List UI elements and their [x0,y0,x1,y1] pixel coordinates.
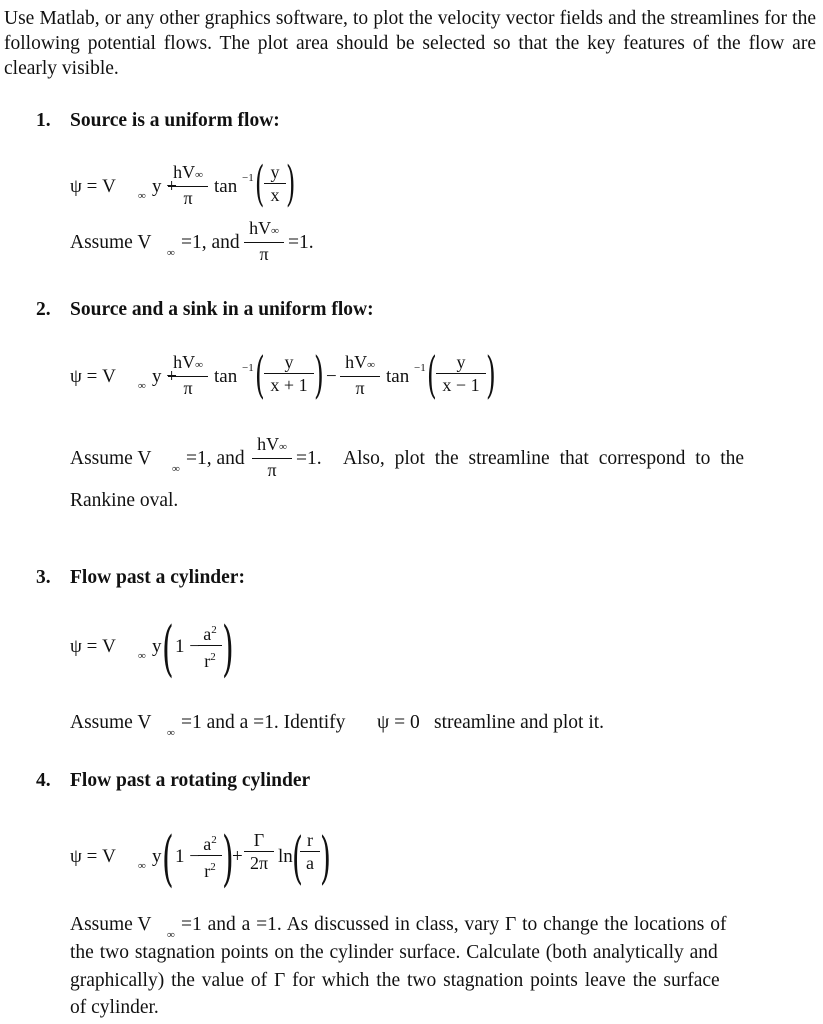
s4-line4: of cylinder. [70,997,159,1018]
eq3-frac-a2-r2 [198,620,222,671]
s3-assume-v: Assume V [70,712,152,733]
eq1-inf: ∞ [138,190,146,202]
eq2-minus1-b: −1 [414,362,426,374]
section-4-heading: Flow past a rotating cylinder [70,770,311,791]
s4-assume-inf: ∞ [167,929,175,941]
eq2-hv2: hV [345,352,368,372]
s1-frac-hv-pi [244,218,284,264]
s1-hv: hV [249,218,272,238]
s3-assume-tail: =1 and a =1. Identify [181,712,346,733]
eq3-a: a [203,624,212,644]
eq4-r-num: r [307,830,313,850]
intro-paragraph: Use Matlab, or any other graphics software, to plot the velocity vector fields and the streamlines for the following potential flows. The plot area should be selected so that the key features of the flow are clearly visible. [4,8,816,79]
eq2-minus1-a: −1 [242,362,254,374]
eq2-tan2: tan [386,366,410,387]
eq2-frac1 [168,352,208,398]
eq1-lparen: ( [255,156,265,212]
eq2-frac2 [340,352,380,398]
eq1-psi-v: ψ = V [70,176,116,197]
s4-assume-tail: =1 and a =1. As discussed in class, vary Γ to change the locations of [181,914,727,935]
eq3-one-minus: 1 − [175,636,200,657]
eq3-lparen: ( [162,614,174,684]
s1-assume-v: Assume V [70,232,152,253]
eq1-minus1: −1 [242,172,254,184]
eq1-tan: tan [214,176,238,197]
eq2-frac-y-xp1 [264,352,314,395]
s1-assume-tail2: =1. [288,232,314,253]
eq2-hv1-inf: ∞ [195,359,203,371]
s2-assume-tail1: =1, and [186,448,245,469]
section-4-number: 4. [36,770,51,791]
eq4-one-minus: 1 − [175,846,200,867]
s1-pi: π [259,244,269,264]
s4-line2: the two stagnation points on the cylinder surface. Calculate (both analytically and [70,942,718,963]
eq2-xm1: x − 1 [442,375,480,395]
s2-assume-line2: Rankine oval. [70,490,179,511]
eq3-r-sup: 2 [210,651,216,663]
s2-hv: hV [257,434,280,454]
section-3-number: 3. [36,567,51,588]
s2-assume-rest: Also, plot the streamline that correspond to the [343,448,745,469]
s4-line3: graphically) the value of Γ for which the two stagnation points leave the surface [70,970,720,991]
s2-hv-inf: ∞ [279,441,287,453]
s4-assume-v: Assume V [70,914,152,935]
eq2-y1: y [284,352,294,372]
s1-assume-tail1: =1, and [181,232,240,253]
eq4-rparen: ) [222,824,234,894]
s2-assume-v: Assume V [70,448,152,469]
eq4-lparen: ( [162,824,174,894]
eq4-psi-v: ψ = V [70,846,116,867]
eq2-pi1: π [183,378,193,398]
section-3-heading: Flow past a cylinder: [70,567,245,588]
eq2-tan1: tan [214,366,238,387]
s2-assume-tail2: =1. [296,448,322,469]
eq4-frac-a2-r2 [198,830,222,881]
eq4-frac-gamma-2pi [244,830,274,873]
eq3-a-sup: 2 [211,624,217,636]
eq4-ln: ln [278,846,293,867]
eq2-y-plus: y + [152,366,177,387]
eq4-gamma: Γ [253,830,265,850]
section-2-heading: Source and a sink in a uniform flow: [70,299,374,320]
s3-assume-end: streamline and plot it. [434,712,605,733]
section-1-number: 1. [36,110,51,131]
eq4-r-sup: 2 [210,861,216,873]
eq2-lparen1: ( [255,346,265,404]
eq2-pi2: π [355,378,365,398]
section-1-heading: Source is a uniform flow: [70,110,280,131]
s2-frac-hv-pi [252,434,292,480]
eq4-frac-r-a [300,830,320,873]
eq4-plus: + [232,846,243,867]
s1-assume-inf: ∞ [167,247,175,259]
eq4-lparen2: ( [292,826,303,891]
s2-pi: π [267,460,277,480]
eq1-frac-hv-pi [168,162,208,208]
eq2-rparen2: ) [486,346,496,404]
eq1-hv-inf: ∞ [195,169,203,181]
eq1-x: x [270,185,280,205]
s3-assume-inf: ∞ [167,727,175,739]
eq4-a: a [203,834,212,854]
eq1-rparen: ) [286,156,296,212]
eq3-y: y [152,636,162,657]
eq4-y: y [152,846,162,867]
eq4-rparen2: ) [320,826,331,891]
eq2-hv2-inf: ∞ [367,359,375,371]
eq2-y2: y [456,352,466,372]
s3-psi-zero: ψ = 0 [377,712,420,733]
eq3-r: r [204,651,211,671]
eq3-psi-v: ψ = V [70,636,116,657]
eq1-pi: π [183,188,193,208]
eq4-inf: ∞ [138,860,146,872]
eq3-inf: ∞ [138,650,146,662]
eq2-xp1: x + 1 [270,375,308,395]
eq2-rparen1: ) [314,346,324,404]
eq1-hv: hV [173,162,196,182]
section-2-number: 2. [36,299,51,320]
eq4-2pi: 2π [249,853,269,873]
eq2-frac-y-xm1 [436,352,486,395]
eq1-frac-y-x [264,162,286,205]
eq1-y: y [270,162,280,182]
eq4-a-sup: 2 [211,834,217,846]
eq2-psi-v: ψ = V [70,366,116,387]
eq4-r: r [204,861,211,881]
eq2-hv1: hV [173,352,196,372]
eq4-a-den: a [306,853,314,873]
eq1-y-plus: y + [152,176,177,197]
s2-assume-inf: ∞ [172,463,180,475]
eq2-lparen2: ( [427,346,437,404]
eq2-minus: − [326,366,337,387]
s1-hv-inf: ∞ [271,225,279,237]
eq2-inf: ∞ [138,380,146,392]
eq3-rparen: ) [222,614,234,684]
